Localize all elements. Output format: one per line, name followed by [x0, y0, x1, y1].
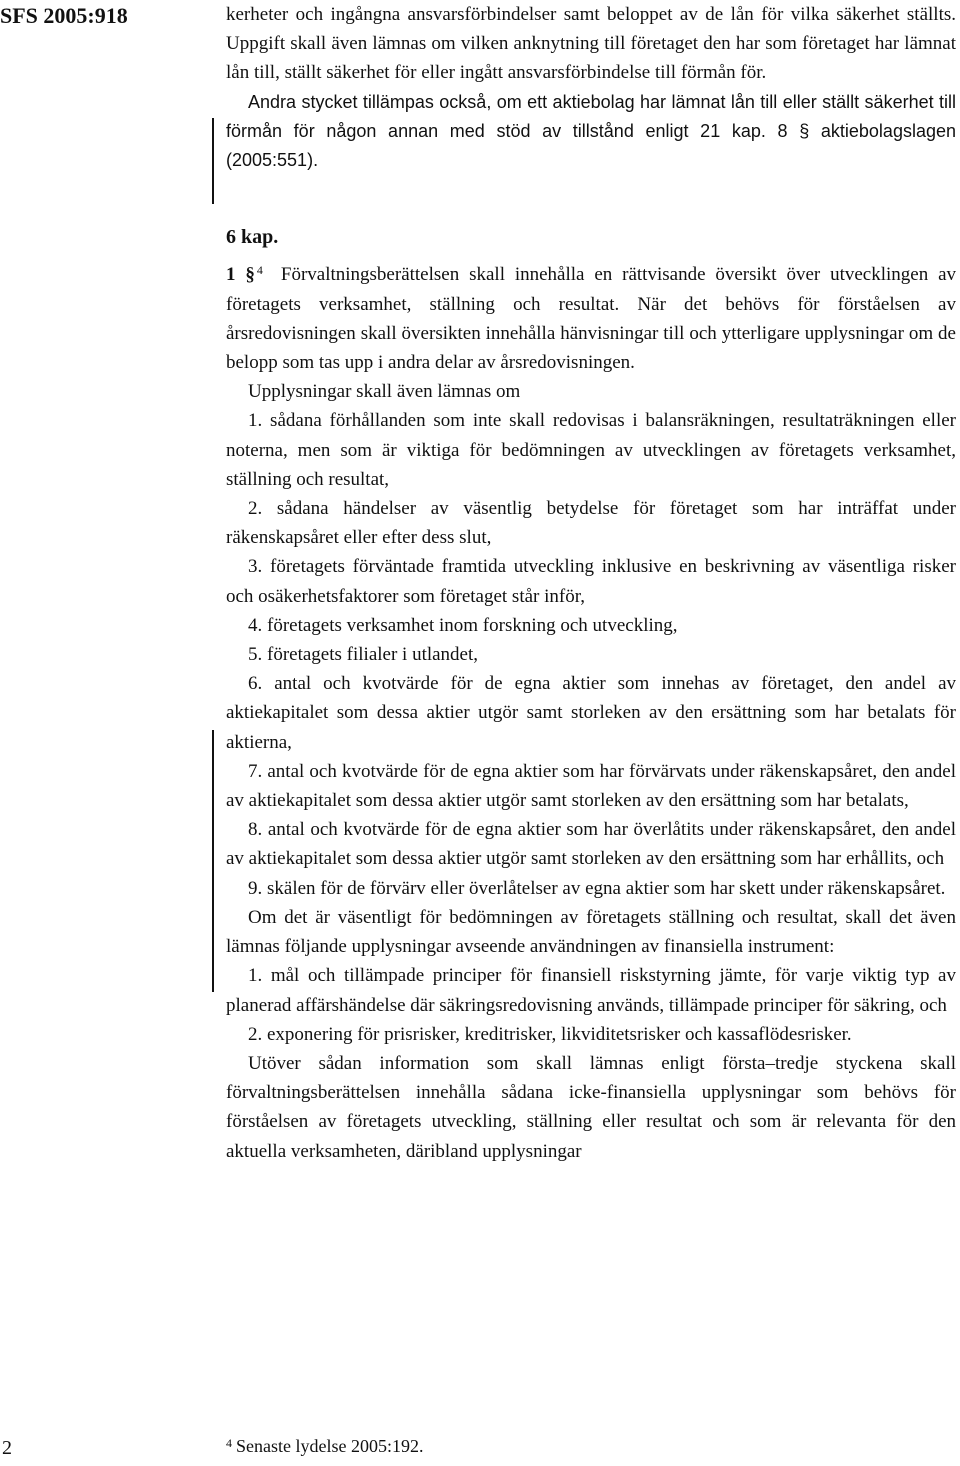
change-bar-top	[212, 118, 214, 204]
intro-paragraph-1: kerheter och ingångna ansvarsförbindelser samt beloppet av de lån för vilka säkerhet ställts. Uppgift skall även lämnas om vilken anknytning till företaget den har som företaget har lämnat lån till, ställt säkerhet för eller ingått ansvarsförbindelse till förmån för.	[226, 4, 956, 84]
list-intro: Upplysningar skall även lämnas om	[248, 381, 521, 403]
list-item: 7. antal och kvotvärde för de egna aktier som har förvärvats under räkenskapsåret, den andel av aktiekapitalet som dessa aktier utgör samt storleken av den ersättning som har betalats,	[226, 760, 956, 812]
footnote-text: Senaste lydelse 2005:192.	[236, 1436, 424, 1456]
intro-paragraph-2: Andra stycket tillämpas också, om ett aktiebolag har lämnat lån till eller ställt säkerhet till förmån för någon annan med stöd av tillstånd enligt 21 kap. 8 § aktiebolagslagen (2005:551).	[226, 91, 956, 171]
footnote-number: 4	[226, 1436, 232, 1450]
section-1-paragraph	[226, 260, 956, 377]
page-number: 2	[2, 1437, 12, 1459]
section-footnote-ref: 4	[256, 263, 263, 278]
list-item: 6. antal och kvotvärde för de egna aktier som innehas av företaget, den andel av aktiekapitalet som dessa aktier utgör samt storleken av den ersättning som har betalats för aktierna,	[226, 673, 956, 753]
list-item: 9. skälen för de förvärv eller överlåtelser av egna aktier som har skett under räkenskapsåret.	[248, 877, 946, 899]
list-item: 5. företagets filialer i utlandet,	[248, 644, 479, 666]
list-item: 4. företagets verksamhet inom forskning och utveckling,	[248, 614, 678, 636]
list-item: 1. sådana förhållanden som inte skall redovisas i balansräkningen, resultaträkningen eller noterna, men som är viktiga för bedömningen av utvecklingen av företagets verksamhet, ställning och resultat,	[226, 410, 956, 490]
sfs-number: SFS 2005:918	[0, 3, 128, 28]
list-item: 2. sådana händelser av väsentlig betydelse för företaget som har inträffat under räkenskapsåret eller efter dess slut,	[226, 498, 956, 549]
section-label: 1 §	[226, 264, 255, 286]
closing-paragraph: Utöver sådan information som skall lämnas enligt första–tredje styckena skall förvaltningsberättelsen innehålla sådana icke-finansiella upplysningar som behövs för förståelsen av företagets utveckling, ställning eller resultat och som är relevanta för den aktuella verksamheten, däribland upplysningar	[226, 1052, 956, 1162]
change-bar-middle	[212, 730, 214, 992]
financial-item: 2. exponering för prisrisker, kreditrisker, likviditetsrisker och kassaflödesrisker.	[248, 1023, 852, 1045]
section-first-text: Förvaltningsberättelsen skall innehålla en rättvisande översikt över utvecklingen av företagets verksamhet, ställning och resultat. När det behövs för förståelsen av årsredovisningen skall översikten innehålla hänvisningar till och ytterligare upplysningar om de belopp som tas upp i andra delar av årsredovisningen.	[226, 264, 957, 374]
financial-intro: Om det är väsentligt för bedömningen av företagets ställning och resultat, skall det även lämnas följande upplysningar avseende användningen av finansiella instrument:	[226, 906, 956, 958]
list-item: 8. antal och kvotvärde för de egna aktier som har överlåtits under räkenskapsåret, den andel av aktiekapitalet som dessa aktier utgör samt storleken av den ersättning som har erhållits, och	[226, 819, 956, 870]
document-body	[226, 0, 956, 1166]
financial-item: 1. mål och tillämpade principer för finansiell riskstyrning jämte, för varje viktig typ av planerad affärshändelse där säkringsredovisning används, tillämpade principer för säkring, och	[226, 965, 956, 1016]
chapter-heading: 6 kap.	[226, 226, 279, 249]
list-item: 3. företagets förväntade framtida utveckling inklusive en beskrivning av väsentliga risker och osäkerhetsfaktorer som företaget står inför,	[226, 556, 956, 607]
footnote	[226, 1434, 423, 1458]
